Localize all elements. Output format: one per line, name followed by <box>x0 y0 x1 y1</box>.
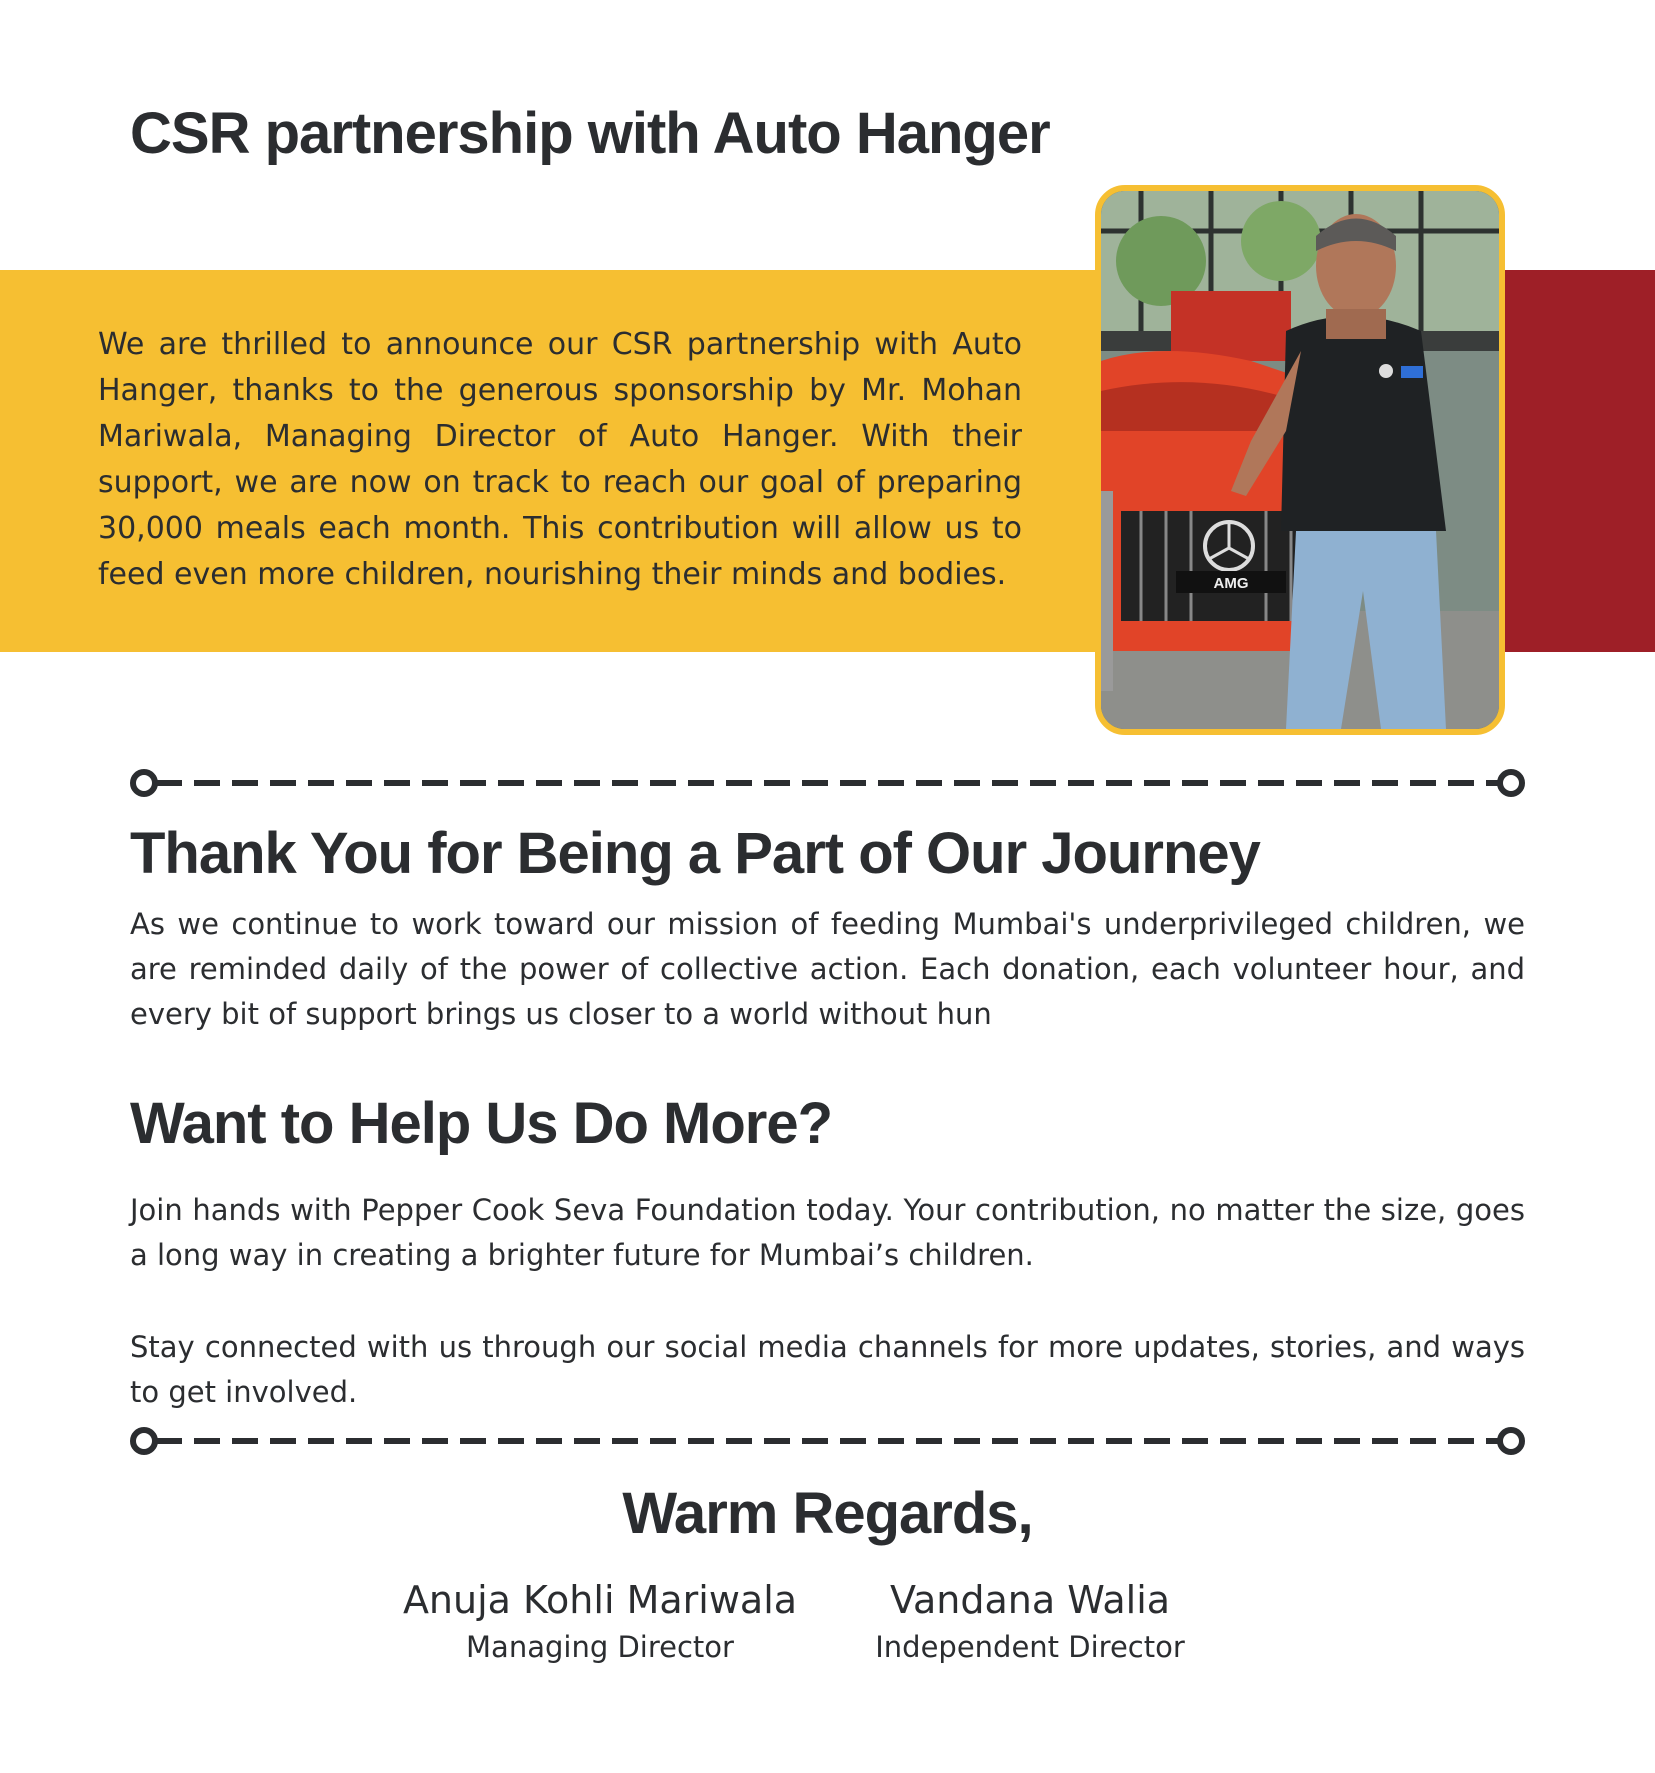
help-heading: Want to Help Us Do More? <box>130 1091 833 1156</box>
csr-announcement: We are thrilled to announce our CSR partnership with Auto Hanger, thanks to the generous sponsorship by Mr. Mohan Mariwala, Managing Director of Auto Hanger. With their support, we are now on track to reach our goal of preparing 30,000 meals each month. This contribution will allow us to feed even more children, nourishing their minds and bodies. <box>98 327 1022 592</box>
car-badge-text: AMG <box>1213 575 1249 592</box>
help-body-join: Join hands with Pepper Cook Seva Foundation today. Your contribution, no matter the size, goes a long way in creating a brighter future for Mumbai’s children. <box>130 1193 1525 1272</box>
csr-title: CSR partnership with Auto Hanger <box>130 101 1050 166</box>
thanks-body: As we continue to work toward our mission of feeding Mumbai's underprivileged children, we are reminded daily of the power of collective action. Each donation, each volunteer hour, and every bit of support brings us closer to a world without hun <box>130 907 1525 1031</box>
signatory-role: Independent Director <box>875 1630 1185 1664</box>
signatory-name: Anuja Kohli Mariwala <box>402 1578 798 1622</box>
signatory-name: Vandana Walia <box>889 1578 1171 1622</box>
help-body-social: Stay connected with us through our social media channels for more updates, stories, and ways to get involved. <box>130 1330 1525 1409</box>
signatory-role: Managing Director <box>466 1630 734 1664</box>
thanks-heading: Thank You for Being a Part of Our Journey <box>130 821 1260 886</box>
sponsor-photo <box>1095 185 1505 735</box>
section-divider <box>130 1424 1525 1458</box>
red-banner <box>1480 270 1655 652</box>
section-divider <box>130 766 1525 800</box>
signatory-1 <box>390 1575 810 1669</box>
closing-regards: Warm Regards, <box>622 1481 1033 1546</box>
signatory-2 <box>850 1575 1210 1669</box>
